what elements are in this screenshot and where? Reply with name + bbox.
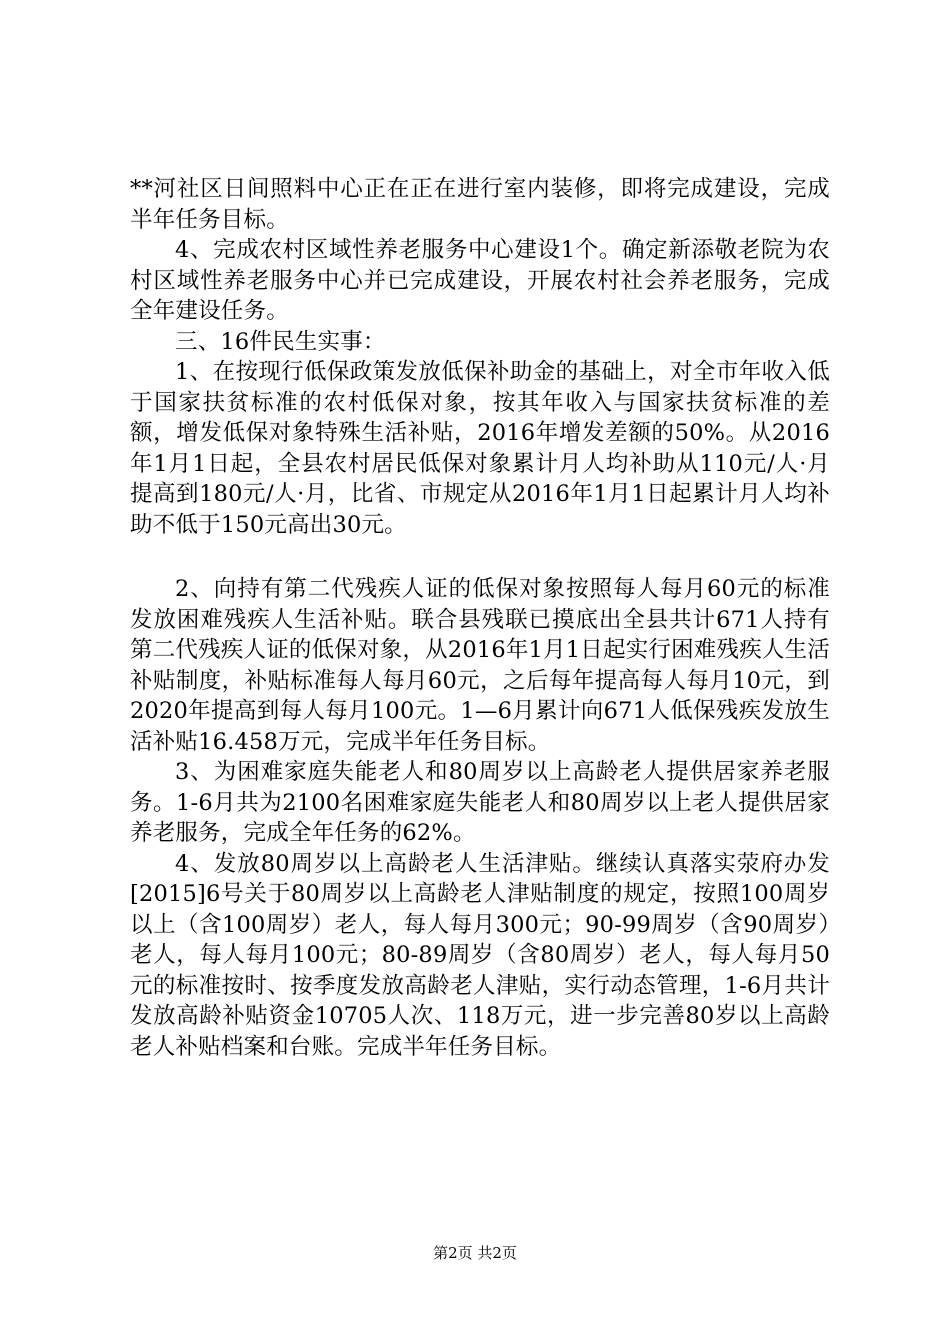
paragraph-item-4-allowance: 4、发放80周岁以上高龄老人生活津贴。继续认真落实荥府办发[2015]6号关于80周岁以上高龄老人津贴制度的规定，按照100周岁以上（含100周岁）老人，每人每月300元；90-99周岁（含90周岁）老人，每人每月100元；80-89周岁（含80周岁）老人，每人每月50元的标准按时、按季度发放高龄老人津贴，实行动态管理，1-6月共计发放高龄补贴资金10705人次、118万元，进一步完善80岁以上高龄老人补贴档案和台账。完成半年任务目标。 — [130, 850, 830, 1060]
paragraph-item-4-rural-center: 4、完成农村区域性养老服务中心建设1个。确定新添敬老院为农村区域性养老服务中心并已完成建设，开展农村社会养老服务，完成全年建设任务。 — [130, 237, 830, 324]
paragraph-continuation: **河社区日间照料中心正在正在进行室内装修，即将完成建设，完成半年任务目标。 — [130, 176, 830, 233]
section-heading-livelihood: 三、16件民生实事： — [175, 328, 386, 355]
paragraph-item-2-disability: 2、向持有第二代残疾人证的低保对象按照每人每月60元的标准发放困难残疾人生活补贴。联合县残联已摸底出全县共计671人持有第二代残疾人证的低保对象，从2016年1月1日起实行困难残疾人生活补贴制度，补贴标准每人每月60元，之后每年提高每人每月10元，到2020年提高到每人每月100元。1—6月累计向671人低保残疾发放生活补贴16.458万元，完成半年任务目标。 — [130, 576, 830, 755]
document-body — [130, 174, 830, 1062]
paragraph-item-3-elderly-care: 3、为困难家庭失能老人和80周岁以上高龄老人提供居家养老服务。1-6月共为2100名困难家庭失能老人和80周岁以上老人提供居家养老服务，完成全年任务的62%。 — [130, 759, 830, 846]
paragraph-item-1-subsidy: 1、在按现行低保政策发放低保补助金的基础上，对全市年收入低于国家扶贫标准的农村低保对象，按其年收入与国家扶贫标准的差额，增发低保对象特殊生活补贴，2016年增发差额的50%。从2016年1月1日起，全县农村居民低保对象累计月人均补助从110元/人·月提高到180元/人·月，比省、市规定从2016年1月1日起累计月人均补助不低于150元高出30元。 — [130, 359, 830, 538]
page-footer: 第2页 共2页 — [433, 1244, 517, 1262]
